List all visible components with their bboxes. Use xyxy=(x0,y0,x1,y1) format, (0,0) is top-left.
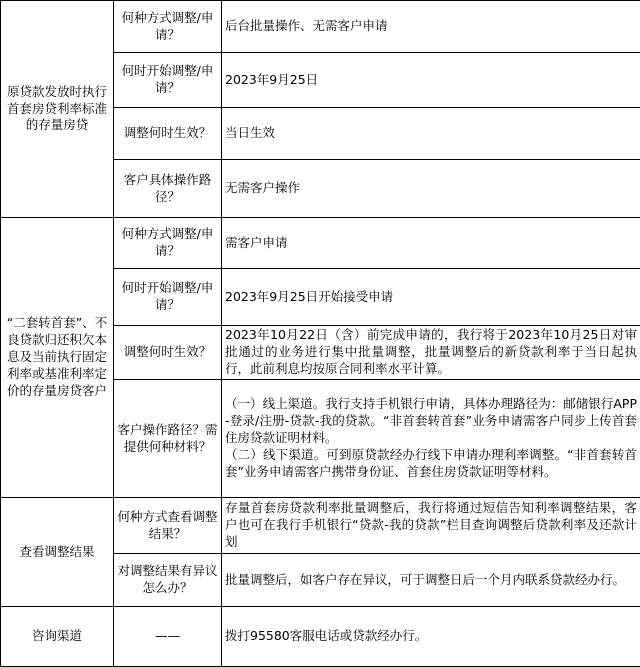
category-cell: 查看调整结果 xyxy=(1,498,114,607)
answer-cell: 2023年10月22日（含）前完成申请的，我行将于2023年10月25日对审批通过的业务进行集中批量调整，批量调整后的新贷款利率于当日起执行，此前利息均按原合同利率水平计算。 xyxy=(222,326,640,380)
question-cell: 何种方式调整/申请？ xyxy=(114,1,222,53)
table-row xyxy=(1,498,640,554)
answer-cell: 拨打95580客服电话或贷款经办行。 xyxy=(222,607,640,667)
question-cell: —— xyxy=(114,607,222,667)
answer-cell: 需客户申请 xyxy=(222,218,640,269)
answer-cell: （一）线上渠道。我行支持手机银行申请，具体办理路径为：邮储银行APP-登录/注册-贷款-我的贷款。“非首套转首套”业务申请需客户同步上传首套住房贷款证明材料。 （二）线下渠道。可到原贷款经办行线下申请办理利率调整。“非首套转首套”业务申请需客户携带身份证、首套住房贷款证明等材料。 xyxy=(222,380,640,498)
question-cell: 调整何时生效？ xyxy=(114,326,222,380)
question-cell: 客户操作路径？需提供何种材料？ xyxy=(114,380,222,498)
answer-cell: 2023年9月25日开始接受申请 xyxy=(222,269,640,326)
answer-cell: 无需客户操作 xyxy=(222,160,640,218)
answer-cell: 后台批量操作、无需客户申请 xyxy=(222,1,640,53)
category-cell: 原贷款发放时执行首套房贷利率标准的存量房贷 xyxy=(1,1,114,218)
answer-cell: 当日生效 xyxy=(222,108,640,160)
question-cell: 何种方式查看调整结果？ xyxy=(114,498,222,554)
answer-cell: 2023年9月25日 xyxy=(222,53,640,108)
question-cell: 对调整结果有异议怎么办？ xyxy=(114,554,222,607)
table-row xyxy=(1,1,640,53)
question-cell: 何时开始调整/申请？ xyxy=(114,53,222,108)
category-cell: 咨询渠道 xyxy=(1,607,114,667)
answer-cell: 批量调整后，如客户存在异议，可于调整日后一个月内联系贷款经办行。 xyxy=(222,554,640,607)
table-row xyxy=(1,607,640,667)
category-cell: “二套转首套”、不良贷款归还积欠本息及当前执行固定利率或基准利率定价的存量房贷客户 xyxy=(1,218,114,498)
question-cell: 何种方式调整/申请？ xyxy=(114,218,222,269)
table-row xyxy=(1,218,640,269)
answer-cell: 存量首套房贷款利率批量调整后，我行将通过短信告知利率调整结果，客户也可在我行手机银行“贷款-我的贷款”栏目查询调整后贷款利率及还款计划 xyxy=(222,498,640,554)
question-cell: 调整何时生效？ xyxy=(114,108,222,160)
question-cell: 何时开始调整/申请？ xyxy=(114,269,222,326)
question-cell: 客户具体操作路径？ xyxy=(114,160,222,218)
